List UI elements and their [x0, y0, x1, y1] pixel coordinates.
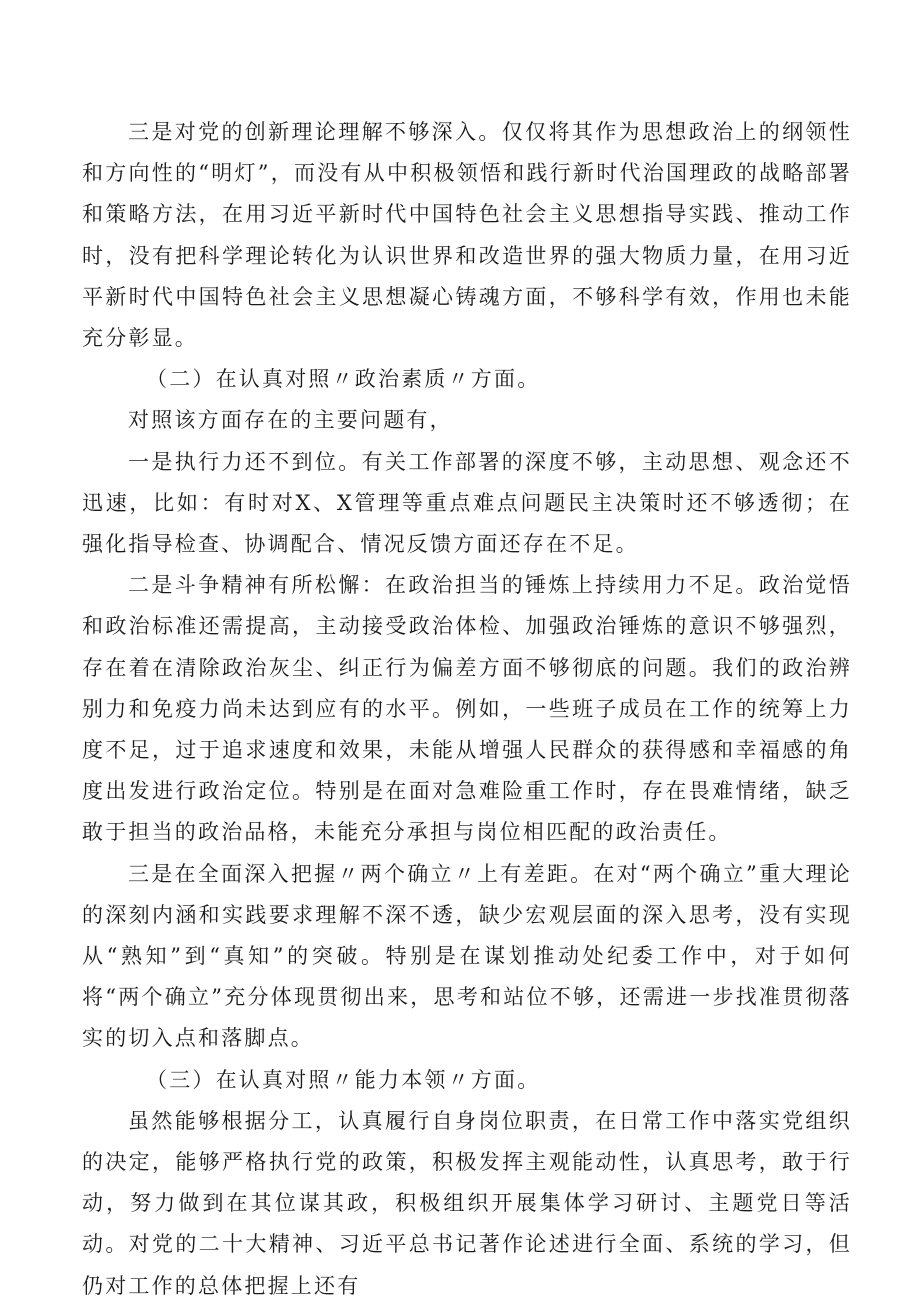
- paragraph-struggle-spirit: 二是斗争精神有所松懈：在政治担当的锤炼上持续用力不足。政治觉悟和政治标准还需提高，主动接受政治体检、加强政治锤炼的意识不够强烈，存在着在清除政治灰尘、纠正行为偏差方面不够彻底的问题。我们的政治辨别力和免疫力尚未达到应有的水平。例如，一些班子成员在工作的统筹上力度不足，过于追求速度和效果，未能从增强人民群众的获得感和幸福感的角度出发进行政治定位。特别是在面对急难险重工作时，存在畏难情绪，缺乏敢于担当的政治品格，未能充分承担与岗位相匹配的政治责任。: [82, 573, 852, 845]
- paragraph-execution: 一是执行力还不到位。有关工作部署的深度不够，主动思想、观念还不迅速，比如：有时对X、X管理等重点难点问题民主决策时还不够透彻；在强化指导检查、协调配合、情况反馈方面还存在不足。: [82, 449, 852, 557]
- paragraph-innovation-theory: 三是对党的创新理论理解不够深入。仅仅将其作为思想政治上的纲领性和方向性的“明灯”，而没有从中积极领悟和践行新时代治国理政的战略部署和策略方法，在用习近平新时代中国特色社会主义思想指导实践、推动工作时，没有把科学理论转化为认识世界和改造世界的强大物质力量，在用习近平新时代中国特色社会主义思想凝心铸魂方面，不够科学有效，作用也未能充分彰显。: [82, 120, 852, 351]
- paragraph-duties: 虽然能够根据分工，认真履行自身岗位职责，在日常工作中落实党组织的决定，能够严格执行党的政策，积极发挥主观能动性，认真思考，敢于行动，努力做到在其位谋其政，积极组织开展集体学习研讨、主题党日等活动。对党的二十大精神、习近平总书记著作论述进行全面、系统的学习，但仍对工作的总体把握上还有: [82, 1108, 852, 1298]
- paragraph-main-problems-intro: 对照该方面存在的主要问题有，: [128, 408, 453, 433]
- section-heading-political-quality: （二）在认真对照〃政治素质〃方面。: [146, 367, 541, 392]
- document-body: [82, 112, 852, 1307]
- paragraph-two-establishments: 三是在全面深入把握〃两个确立〃上有差距。在对“两个确立”重大理论的深刻内涵和实践要求理解不深不透，缺少宏观层面的深入思考，没有实现从“熟知”到“真知”的突破。特别是在谋划推动处纪委工作中，对于如何将“两个确立”充分体现贯彻出来，思考和站位不够，还需进一步找准贯彻落实的切入点和落脚点。: [82, 861, 852, 1051]
- section-heading-ability: （三）在认真对照〃能力本领〃方面。: [146, 1067, 541, 1092]
